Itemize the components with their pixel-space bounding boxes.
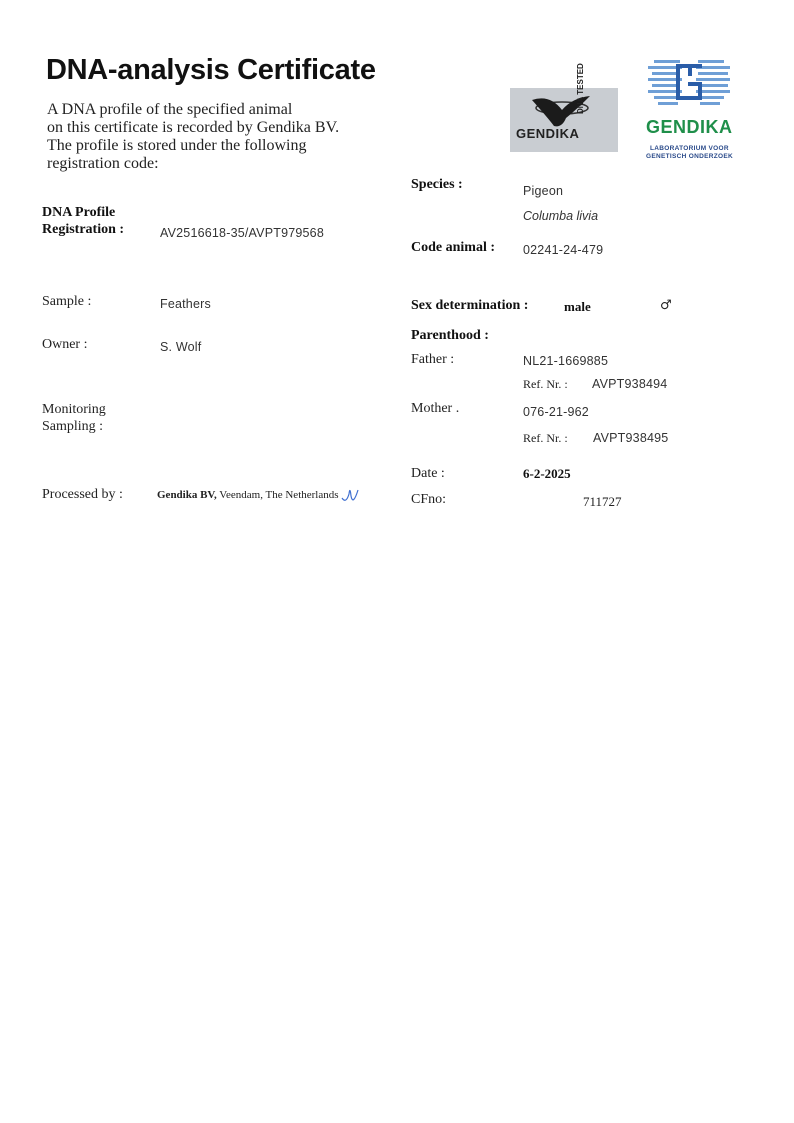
lab-subtitle-1: LABORATORIUM VOOR [650,145,729,152]
gendika-logo-mark [646,58,732,112]
sampling-label: Sampling : [42,419,104,434]
badge-brand: GENDIKA [516,126,580,141]
mother-value: 076-21-962 [523,405,589,419]
processed-by-label: Processed by : [42,487,123,502]
registration-value: AV2516618-35/AVPT979568 [160,226,324,240]
owner-label: Owner : [42,337,88,352]
father-label: Father : [411,352,455,367]
species-latin-value: Columba livia [523,209,599,223]
sex-determination-label: Sex determination : [411,298,529,313]
processed-company: Gendika BV, [157,489,217,501]
intro-line-1: A DNA profile of the specified animal [47,101,293,118]
intro-line-2: on this certificate is recorded by Gendika BV. [47,119,340,136]
registration-label: Registration : [42,222,125,237]
date-value: 6-2-2025 [523,466,571,481]
parenthood-label: Parenthood : [411,328,489,343]
father-ref-value: AVPT938494 [592,377,668,391]
code-animal-label: Code animal : [411,240,495,255]
sample-label: Sample : [42,294,92,309]
mother-label: Mother . [411,401,460,416]
processed-by-value [157,489,339,501]
dna-grid-icon [646,58,732,112]
mother-ref-value: AVPT938495 [593,431,669,445]
sample-value: Feathers [160,297,211,311]
sex-value: male [564,299,591,314]
date-label: Date : [411,466,445,481]
cfno-value: 711727 [583,494,622,509]
father-ref-label: Ref. Nr. : [523,377,568,391]
gendika-lab-name: GENDIKA [646,117,733,137]
certificate-title: DNA-analysis Certificate [46,54,376,86]
father-value: NL21-1669885 [523,354,609,368]
cfno-label: CFno: [411,492,447,507]
lab-subtitle-2: GENETISCH ONDERZOEK [646,153,733,160]
species-common-value: Pigeon [523,184,564,198]
owner-value: S. Wolf [160,340,202,354]
species-label: Species : [411,177,463,192]
code-animal-value: 02241-24-479 [523,243,604,257]
processed-place: Veendam, The Netherlands [219,489,339,501]
intro-line-4: registration code: [47,155,159,172]
dna-tested-badge [510,63,618,152]
monitoring-label: Monitoring [42,402,106,417]
male-symbol-icon: ♂ [660,298,672,313]
mother-ref-label: Ref. Nr. : [523,431,568,445]
intro-line-3: The profile is stored under the following [47,137,307,154]
signature-mark [340,484,360,506]
bird-icon [510,88,618,152]
dna-profile-label: DNA Profile [42,205,116,220]
badge-tag: DNA TESTED [576,63,585,114]
